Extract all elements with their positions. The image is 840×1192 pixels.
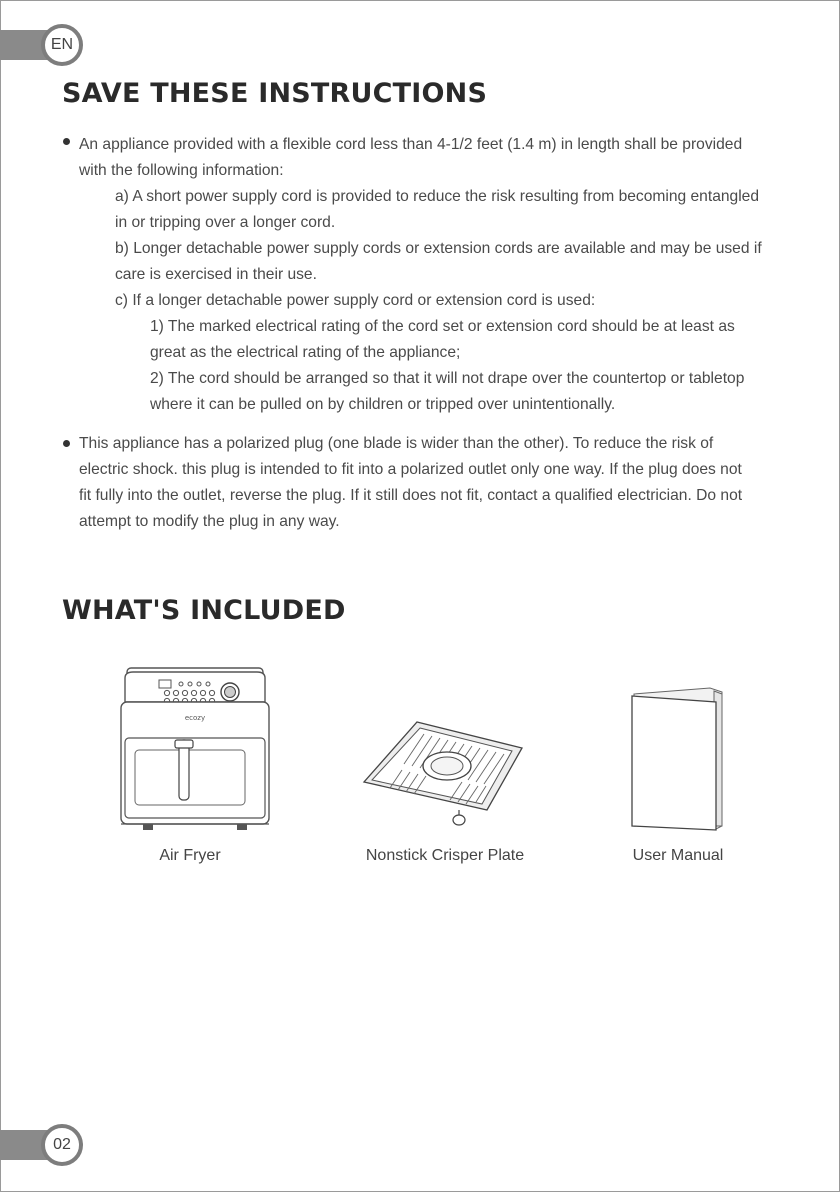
language-tab-label: EN <box>50 36 74 53</box>
air-fryer-illustration <box>115 662 275 837</box>
crisper-plate-illustration <box>362 720 527 830</box>
section-heading-save-instructions: SAVE THESE INSTRUCTIONS <box>62 78 488 109</box>
language-tab <box>41 24 83 66</box>
item-label-crisper-plate: Nonstick Crisper Plate <box>365 847 525 864</box>
list-item-a: a) A short power supply cord is provided to reduce the risk resulting from becoming entangled in or tripping over a longer cord. <box>115 188 760 231</box>
paragraph-cord-length: An appliance provided with a flexible cord less than 4-1/2 feet (1.4 m) in length shall be provided with the following information: <box>79 136 743 179</box>
bullet-icon <box>63 440 70 447</box>
list-item-b: b) Longer detachable power supply cords or extension cords are available and may be used if care is exercised in their use. <box>115 240 762 283</box>
bullet-icon <box>63 138 70 145</box>
list-item-c1: 1) The marked electrical rating of the cord set or extension cord should be at least as great as the electrical rating of the appliance; <box>150 318 735 361</box>
paragraph-polarized-plug: This appliance has a polarized plug (one blade is wider than the other). To reduce the risk of electric shock. this plug is intended to fit into a polarized outlet only one way. If the plug does not fit fully into the outlet, reverse the plug. If it still does not fit, contact a qualified electrician. Do not attempt to modify the plug in any way. <box>79 435 743 530</box>
page-number-tab <box>41 1124 83 1166</box>
item-label-user-manual: User Manual <box>632 847 724 864</box>
item-label-air-fryer: Air Fryer <box>159 847 221 864</box>
list-item-c: c) If a longer detachable power supply cord or extension cord is used: <box>115 292 596 309</box>
brand-mark-text: ecozy <box>184 714 206 722</box>
list-item-c2: 2) The cord should be arranged so that it will not drape over the countertop or tabletop where it can be pulled on by children or tripped over unintentionally. <box>150 370 745 413</box>
user-manual-illustration <box>628 686 728 836</box>
section-heading-whats-included: WHAT'S INCLUDED <box>62 595 346 626</box>
page-number: 02 <box>53 1136 71 1153</box>
